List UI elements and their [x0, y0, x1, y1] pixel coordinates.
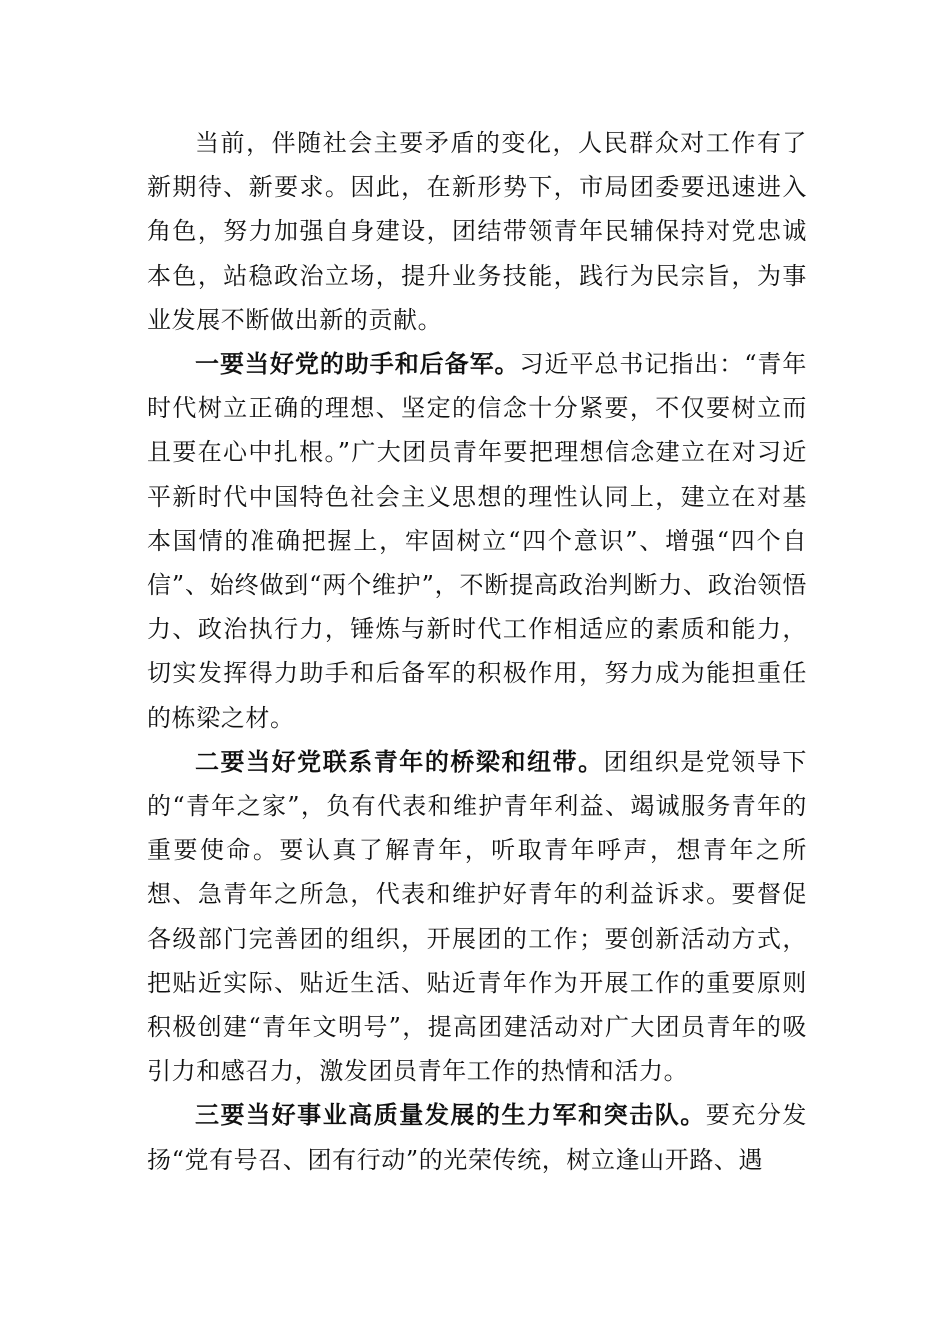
paragraph-text: 要充分发扬“党有号召、团有行动”的光荣传统，树立逢山开路、遇 — [147, 1101, 807, 1174]
paragraph-lead-heading: 一要当好党的助手和后备军。 — [195, 349, 520, 379]
paragraph-point-1 — [147, 342, 807, 740]
paragraph-point-2 — [147, 740, 807, 1094]
paragraph-point-3 — [147, 1093, 807, 1181]
paragraph-text: 习近平总书记指出：“青年时代树立正确的理想、坚定的信念十分紧要，不仅要树立而且要在心中扎根。”广大团员青年要把理想信念建立在对习近平新时代中国特色社会主义思想的理性认同上，建立在对基本国情的准确把握上，牢固树立“四个意识”、增强“四个自信”、始终做到“两个维护”，不断提高政治判断力、政治领悟力、政治执行力，锤炼与新时代工作相适应的素质和能力，切实发挥得力助手和后备军的积极作用，努力成为能担重任的栋梁之材。 — [147, 350, 807, 732]
paragraph-lead-heading: 三要当好事业高质量发展的生力军和突击队。 — [195, 1100, 706, 1130]
paragraph-intro — [147, 121, 807, 342]
paragraph-text: 团组织是党领导下的“青年之家”，负有代表和维护青年利益、竭诚服务青年的重要使命。要认真了解青年，听取青年呼声，想青年之所想、急青年之所急，代表和维护好青年的利益诉求。要督促各级部门完善团的组织，开展团的工作；要创新活动方式，把贴近实际、贴近生活、贴近青年作为开展工作的重要原则积极创建“青年文明号”，提高团建活动对广大团员青年的吸引力和感召力，激发团员青年工作的热情和活力。 — [147, 747, 807, 1086]
paragraph-lead-heading: 二要当好党联系青年的桥梁和纽带。 — [195, 746, 604, 776]
paragraph-text: 当前，伴随社会主要矛盾的变化，人民群众对工作有了新期待、新要求。因此，在新形势下，市局团委要迅速进入角色，努力加强自身建设，团结带领青年民辅保持对党忠诚本色，站稳政治立场，提升业务技能，践行为民宗旨，为事业发展不断做出新的贡献。 — [147, 129, 807, 334]
document-body — [147, 121, 807, 1182]
